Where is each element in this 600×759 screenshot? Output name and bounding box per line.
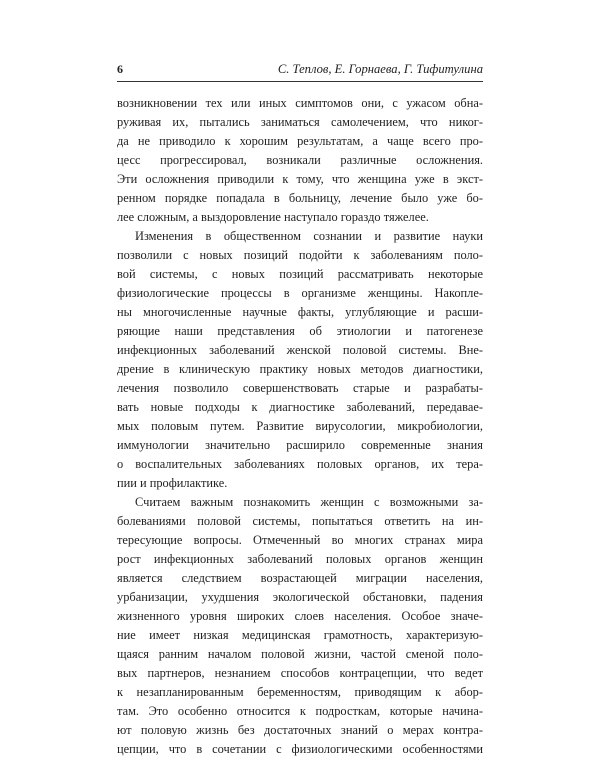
text-line: вых партнеров, незнанием способов контрацепции, что ведет bbox=[117, 666, 483, 680]
text-line: урбанизации, ухудшения экологической обстановки, падения bbox=[117, 590, 483, 604]
page-number: 6 bbox=[117, 62, 123, 76]
text-line: позволили с новых позиций подойти к заболеваниям поло- bbox=[117, 248, 483, 262]
text-line: ны многочисленные научные факты, углубляющие и расши- bbox=[117, 305, 483, 319]
text-line: Изменения в общественном сознании и развитие науки bbox=[135, 229, 483, 243]
page-header bbox=[117, 60, 483, 80]
paragraph-1 bbox=[117, 94, 483, 227]
text-line: физиологические процессы в организме женщины. Накопле- bbox=[117, 286, 483, 300]
text-line: цепции, что в сочетании с физиологическими особенностями bbox=[117, 742, 483, 756]
text-line: тересующие вопросы. Отмеченный во многих странах мира bbox=[117, 533, 483, 547]
header-rule bbox=[117, 81, 483, 82]
text-line: дрение в клиническую практику новых методов диагностики, bbox=[117, 362, 483, 376]
text-line: болеваниями половой системы, попытаться ответить на ин- bbox=[117, 514, 483, 528]
text-line: вать новые подходы к диагностике заболеваний, передавае- bbox=[117, 400, 483, 414]
paragraph-3 bbox=[117, 493, 483, 759]
text-line: щаяся ранним началом половой жизни, частой сменой поло- bbox=[117, 647, 483, 661]
text-line: о воспалительных заболеваниях половых органов, их тера- bbox=[117, 457, 483, 471]
text-line: лечения позволило совершенствовать старые и разрабаты- bbox=[117, 381, 483, 395]
text-line: ряющие наши представления об этиологии и патогенезе bbox=[117, 324, 483, 338]
body-text bbox=[117, 94, 483, 759]
text-line: инфекционных заболеваний женской половой системы. Вне- bbox=[117, 343, 483, 357]
text-line: жизненного уровня широких слоев населения. Особое значе- bbox=[117, 609, 483, 623]
text-line: лее сложным, а выздоровление наступало гораздо тяжелее. bbox=[117, 210, 429, 224]
paragraph-2 bbox=[117, 227, 483, 493]
text-line: руживая их, пытались заниматься самолечением, что никог- bbox=[117, 115, 483, 129]
text-line: вой системы, с новых позиций рассматривать некоторые bbox=[117, 267, 483, 281]
text-line: пии и профилактике. bbox=[117, 476, 228, 490]
text-line: к незапланированным беременностям, приводящим к абор- bbox=[117, 685, 483, 699]
text-line: иммунологии значительно расширило современные знания bbox=[117, 438, 483, 452]
text-line: Эти осложнения приводили к тому, что женщина уже в экст- bbox=[117, 172, 483, 186]
text-line: цесс прогрессировал, возникали различные осложнения. bbox=[117, 153, 483, 167]
text-line: да не приводило к хорошим результатам, а чаще всего про- bbox=[117, 134, 483, 148]
running-head-authors: С. Теплов, Е. Горнаева, Г. Тифитулина bbox=[277, 62, 483, 76]
text-line: ют половую жизнь без достаточных знаний о мерах контра- bbox=[117, 723, 483, 737]
text-line: Считаем важным познакомить женщин с возможными за- bbox=[135, 495, 483, 509]
text-line: возникновении тех или иных симптомов они, с ужасом обна- bbox=[117, 96, 483, 110]
text-line: ренном порядке попадала в больницу, лечение было уже бо- bbox=[117, 191, 483, 205]
text-line: ние имеет низкая медицинская грамотность, характеризую- bbox=[117, 628, 483, 642]
text-line: является следствием возрастающей миграции населения, bbox=[117, 571, 483, 585]
text-line: мых половым путем. Развитие вирусологии, микробиологии, bbox=[117, 419, 483, 433]
text-line: рост инфекционных заболеваний половых органов женщин bbox=[117, 552, 483, 566]
text-line: там. Это особенно относится к подросткам, которые начина- bbox=[117, 704, 483, 718]
